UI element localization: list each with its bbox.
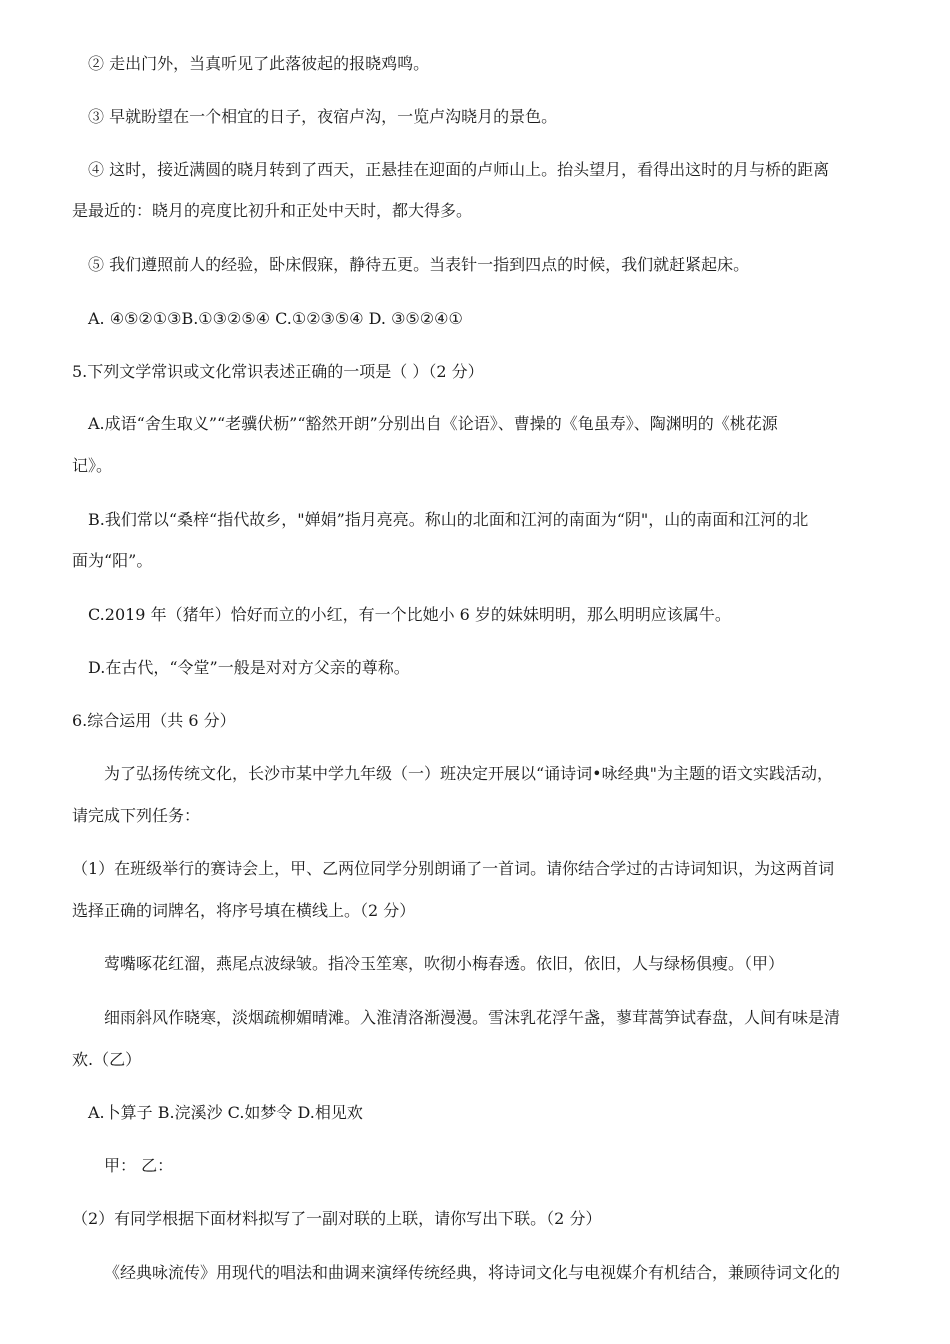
text-line: 选择正确的词牌名，将序号填在横线上。（2 分） (72, 901, 416, 920)
poem-jia: 莺嘴啄花红溜，燕尾点波绿皱。指冷玉笙寒，吹彻小梅春透。依旧，依旧，人与绿杨俱瘦。（甲） (104, 954, 785, 973)
text-line: ④ 这时，接近满圆的晓月转到了西天，正悬挂在迎面的卢师山上。抬头望月，看得出这时的月与桥的距离 (88, 160, 830, 179)
poem-yi: 细雨斜风作晓寒，淡烟疏柳媚晴滩。入淮清洛渐漫漫。雪沫乳花浮午盏，蓼茸蒿笋试春盘，人间有味是清 (104, 1008, 841, 1027)
question-5: 5.下列文学常识或文化常识表述正确的一项是（ ）（2 分） (72, 362, 484, 381)
option-c: C.2019 年（猪年）恰好而立的小红，有一个比她小 6 岁的妹妹明明，那么明明应该属牛。 (88, 605, 731, 624)
option-b: B.我们常以“桑梓“指代故乡，"婵娟”指月亮亮。称山的北面和江河的南面为“阴"，山的南面和江河的北 (88, 510, 809, 529)
paragraph: 为了弘扬传统文化，长沙市某中学九年级（一）班决定开展以“诵诗词•咏经典"为主题的语文实践活动， (104, 764, 833, 783)
text-line: 欢.（乙） (72, 1050, 142, 1069)
answer-blanks: 甲： 乙： (104, 1156, 174, 1175)
subquestion-2: （2）有同学根据下面材料拟写了一副对联的上联，请你写出下联。（2 分） (72, 1209, 602, 1228)
option-d: D.在古代，“令堂”一般是对对方父亲的尊称。 (88, 658, 410, 677)
text-line: 请完成下列任务： (72, 806, 201, 825)
text-line: 面为“阳”。 (72, 551, 153, 570)
subquestion-1: （1）在班级举行的赛诗会上，甲、乙两位同学分别朗诵了一首词。请你结合学过的古诗词知识，为这两首词 (72, 859, 835, 878)
text-line: ③ 早就盼望在一个相宜的日子，夜宿卢沟，一览卢沟晓月的景色。 (88, 107, 558, 126)
question-6: 6.综合运用（共 6 分） (72, 711, 236, 730)
material-paragraph: 《经典咏流传》用现代的唱法和曲调来演绎传统经典，将诗词文化与电视媒介有机结合，兼顾待词文化的 (104, 1263, 841, 1282)
option-a: A.成语“舍生取义”“老骥伏枥”“豁然开朗”分别出自《论语》、曹操的《龟虽寿》、陶渊明的《桃花源 (88, 414, 778, 433)
cipai-options: A.卜算子 B.浣溪沙 C.如梦令 D.相见欢 (88, 1103, 363, 1122)
answer-options: A. ④⑤②①③B.①③②⑤④ C.①②③⑤④ D. ③⑤②④① (88, 309, 463, 328)
text-line: ② 走出门外，当真听见了此落彼起的报晓鸡鸣。 (88, 54, 430, 73)
text-line: 记》。 (72, 456, 113, 475)
text-line: 是最近的：晓月的亮度比初升和正处中天时，都大得多。 (72, 201, 473, 220)
text-line: ⑤ 我们遵照前人的经验，卧床假寐，静待五更。当表针一指到四点的时候，我们就赶紧起床。 (88, 255, 750, 274)
